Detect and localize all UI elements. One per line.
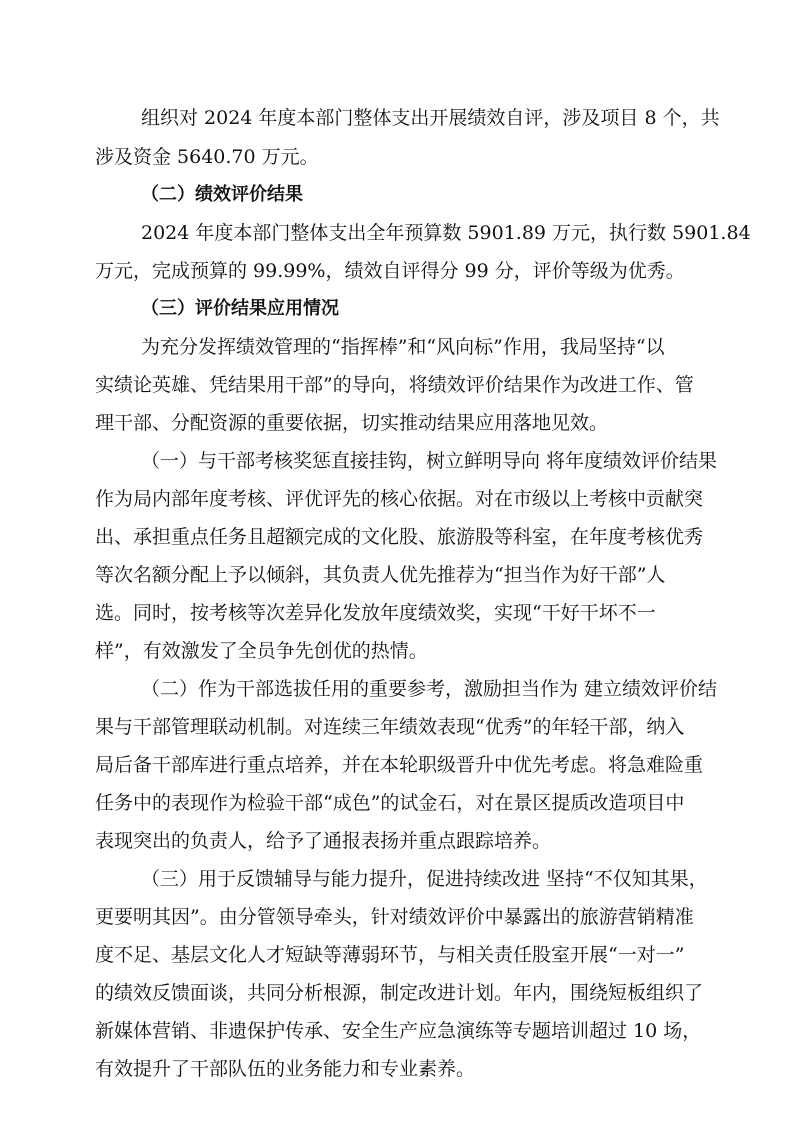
para3-line-5: 表现突出的负责人，给予了通报表扬并重点跟踪培养。 [95,830,552,852]
section-2-heading: （二）绩效评价结果 [141,184,303,205]
section-2-line-1: 2024 年度本部门整体支出全年预算数 5901.89 万元，执行数 5901.84 [141,222,751,244]
para3-line-3: 局后备干部库进行重点培养，并在本轮职级晋升中优先考虑。将急难险重 [95,754,704,776]
para2-line-4: 等次名额分配上予以倾斜，其负责人优先推荐为“担当作为好干部”人 [95,564,666,586]
para4-line-6: 有效提升了干部队伍的业务能力和专业素养。 [95,1058,476,1080]
intro-line-1: 组织对 2024 年度本部门整体支出开展绩效自评，涉及项目 8 个，共 [141,107,720,129]
para2-line-2: 作为局内部年度考核、评优评先的核心依据。对在市级以上考核中贡献突 [95,488,704,510]
para1-line-2: 实绩论英雄、凭结果用干部”的导向，将绩效评价结果作为改进工作、管 [95,374,694,396]
para2-line-3: 出、承担重点任务且超额完成的文化股、旅游股等科室，在年度考核优秀 [95,526,704,548]
section-3-heading: （三）评价结果应用情况 [141,298,339,319]
para3-line-2: 果与干部管理联动机制。对连续三年绩效表现“优秀”的年轻干部，纳入 [95,716,685,738]
para4-line-3: 度不足、基层文化人才短缺等薄弱环节，与相关责任股室开展“一对一” [95,944,685,966]
para2-line-5: 选。同时，按考核等次差异化发放年度绩效奖，实现“干好干坏不一 [95,602,656,624]
para1-line-1: 为充分发挥绩效管理的“指挥棒”和“风向标”作用，我局坚持“以 [141,336,665,358]
intro-line-2: 涉及资金 5640.70 万元。 [95,146,319,168]
para2-line-6: 样”，有效激发了全员争先创优的热情。 [95,640,428,662]
section-2-line-2: 万元，完成预算的 99.99%，绩效自评得分 99 分，评价等级为优秀。 [95,260,685,282]
para4-line-2: 更要明其因”。由分管领导牵头，针对绩效评价中暴露出的旅游营销精准 [95,906,694,928]
para1-line-3: 理干部、分配资源的重要依据，切实推动结果应用落地见效。 [95,412,609,434]
para4-line-5: 新媒体营销、非遗保护传承、安全生产应急演练等专题培训超过 10 场， [95,1020,702,1042]
para2-line-1: （一）与干部考核奖惩直接挂钩，树立鲜明导向 将年度绩效评价结果 [141,450,718,472]
para4-line-1: （三）用于反馈辅导与能力提升，促进持续改进 坚持“不仅知其果， [141,868,708,890]
para4-line-4: 的绩效反馈面谈，共同分析根源，制定改进计划。年内，围绕短板组织了 [95,982,704,1004]
para3-line-1: （二）作为干部选拔任用的重要参考，激励担当作为 建立绩效评价结 [141,678,718,700]
para3-line-4: 任务中的表现作为检验干部“成色”的试金石，对在景区提质改造项目中 [95,792,685,814]
